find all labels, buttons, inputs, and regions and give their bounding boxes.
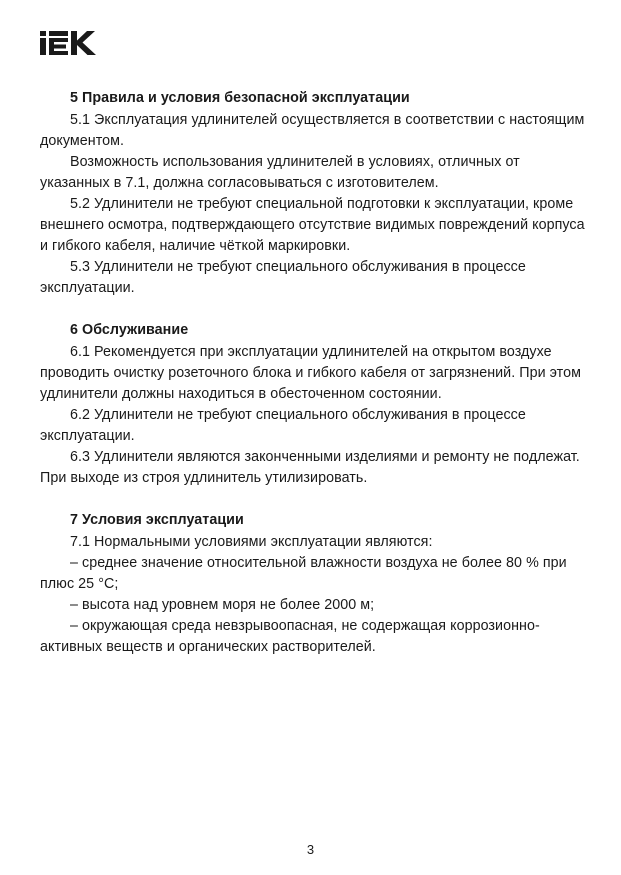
paragraph: 7.1 Нормальными условиями эксплуатации являются:	[70, 534, 433, 550]
section-title: 7 Условия эксплуатации	[70, 512, 244, 528]
section-title: 6 Обслуживание	[70, 322, 189, 338]
paragraph: 6.1 Рекомендуется при эксплуатации удлинителей на открытом воздухе проводить очистку розеточного блока и гибкого кабеля от загрязнений. При этом удлинители должны находиться в обесточенном состоянии.	[40, 344, 581, 402]
paragraph: Возможность использования удлинителей в условиях, отличных от указанных в 7.1, должна согласовываться с изготовителем.	[40, 154, 520, 191]
paragraph: 5.1 Эксплуатация удлинителей осуществляется в соответствии с настоящим документом.	[40, 112, 585, 149]
logo-e-top	[49, 31, 68, 36]
logo-i-stem	[40, 38, 46, 55]
list-item: – окружающая среда невзрывоопасная, не содержащая коррозионно-активных веществ и органических растворителей.	[40, 618, 540, 655]
section-title: 5 Правила и условия безопасной эксплуатации	[70, 90, 410, 106]
logo-e-lower	[49, 38, 68, 55]
page-number: 3	[306, 842, 315, 857]
logo-k	[71, 31, 96, 55]
list-item: – высота над уровнем моря не более 2000 м;	[70, 597, 375, 613]
paragraph: 6.3 Удлинители являются законченными изделиями и ремонту не подлежат. При выходе из строя удлинитель утилизировать.	[40, 449, 580, 486]
section-6	[40, 318, 588, 489]
section-5	[40, 86, 588, 299]
iek-logo	[40, 31, 102, 55]
section-gap	[40, 489, 588, 508]
logo-i-dot	[40, 31, 46, 36]
list-item: – среднее значение относительной влажности воздуха не более 80 % при плюс 25 °С;	[40, 555, 567, 592]
section-7	[40, 508, 588, 658]
section-gap	[40, 299, 588, 318]
iek-logo-mark	[40, 31, 102, 55]
paragraph: 6.2 Удлинители не требуют специального обслуживания в процессе эксплуатации.	[40, 407, 526, 444]
paragraph: 5.3 Удлинители не требуют специального обслуживания в процессе эксплуатации.	[40, 259, 526, 296]
document-body	[40, 86, 588, 658]
paragraph: 5.2 Удлинители не требуют специальной подготовки к эксплуатации, кроме внешнего осмотра, подтверждающего отсутствие видимых повреждений корпуса и гибкого кабеля, наличие чёткой маркировки.	[40, 196, 585, 254]
